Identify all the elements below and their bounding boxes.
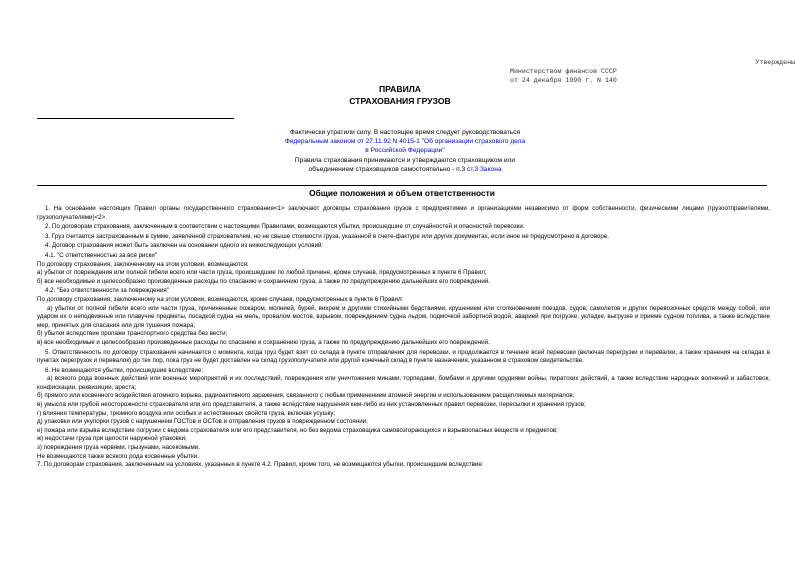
- paragraph: в) умысла или грубой неосторожности страхователя или его представителя, а также вследствие нарушения кем-либо из них установленных правил перевозки, пересылки и хранения грузов;: [37, 401, 586, 409]
- approval-stamp: [510, 58, 795, 85]
- paragraph: 4. Договор страхования может быть заключен на основании одного из нижеследующих условий:: [45, 242, 324, 250]
- paragraph: ж) недостачи груза при целости наружной упаковки;: [37, 435, 187, 443]
- paragraph: в) все необходимые и целесообразно произведенные расходы по спасанию и сохранению груза, а также по предупреждению дальнейших его повреждений.: [37, 338, 490, 346]
- approval-line-2: Министерством финансов СССР: [510, 68, 617, 75]
- law-link[interactable]: Федеральным законом от 27.11.92 N 4015-1 "Об организации страхового дела: [284, 138, 526, 146]
- law-link-continued[interactable]: в Российской Федерации": [365, 147, 445, 155]
- paragraph: 2. По договорам страхования, заключенным в соответствии с настоящими Правилами, возмещаются убытки, происшедшие от случайностей и опасностей перевозки.: [45, 223, 525, 231]
- title-divider: [37, 118, 234, 119]
- section-heading: Общие положения и объем ответственности: [309, 188, 495, 198]
- note-line-1: Фактически утратили силу. В настоящее время следует руководствоваться: [289, 129, 521, 136]
- paragraph: а) убытки от полной гибели всего или части груза, причиненные пожаром, молнией, бурей, вихрем и другими стихийными бедствиями, крушением или столкновением поездов, судов, самолетов и других перевозочных средств между собой, или ударом их о неподвижные или плавучие предметы, посадкой судна на мель, провалом мостов, взрывом, повреждением судна льдом, подмочкой забортной водой, аварией при погрузке, укладке, выгрузке и приеме судном топлива, а также вследствие мер, принятых для спасания или для тушения пожара;: [37, 304, 770, 329]
- section-divider: [37, 185, 767, 186]
- approval-line-1: Утверждены: [755, 59, 795, 66]
- paragraph: 7. По договорам страхования, заключенным на условиях, указанных в пункте 4.2. Правил, кроме того, не возмещаются убытки, происшедшие вследствие:: [37, 461, 484, 469]
- paragraph: б) все необходимые и целесообразно произведенные расходы по спасанию и сохранению груза, а также по предупреждению дальнейших его повреждений.: [37, 277, 491, 285]
- note-line-5-text: объединением страховщиков самостоятельно - п.3: [308, 165, 468, 173]
- document-title: ПРАВИЛА: [379, 84, 421, 94]
- approval-line-3: от 24 декабря 1990 г. N 140: [510, 77, 617, 84]
- note-line-5: [220, 165, 590, 174]
- paragraph: По договору страхования, заключенному на этом условии, возмещаются:: [37, 260, 249, 268]
- document-subtitle: СТРАХОВАНИЯ ГРУЗОВ: [349, 96, 451, 106]
- note-line-4: Правила страхования принимаются и утверждаются страховщиком или: [294, 156, 516, 164]
- paragraph: а) убытки от повреждения или полной гибели всего или части груза, происшедшие по любой причине, кроме случаев, предусмотренных в пункте 6 Правил;: [37, 269, 487, 277]
- paragraph: з) повреждения груза червями, грызунами, насекомыми.: [37, 444, 200, 452]
- paragraph: б) прямого или косвенного воздействия атомного взрыва, радиоактивного заражения, связанного с любым применением атомной энергии и использованием расщепляемых материалов;: [37, 392, 575, 400]
- paragraph: д) упаковки или укупорки грузов с нарушением ГОСТов и ОСТов и отправления грузов в поврежденном состоянии;: [37, 418, 368, 426]
- paragraph: 5. Ответственность по договору страхования начинается с момента, когда груз будет взят со склада в пункте отправления для перевозки, и продолжается в течение всей перевозки (включая перегрузки и перевалки, а также хранения на складах в пунктах перегрузок и перевалок) до тех пор, пока груз не будет доставлен на склад грузополучателя или другой конечный склад в пункте назначения, указанном в страховом свидетельстве.: [37, 348, 770, 365]
- paragraph: 3. Груз считается застрахованным в сумме, заявленной страхователем, но не свыше стоимости груза, указанной в счете-фактуре или других документах, если иное не предусмотрено в договоре.: [45, 232, 609, 240]
- paragraph: Не возмещаются также всякого рода косвенные убытки.: [37, 452, 199, 460]
- paragraph: а) всякого рода военных действий или военных мероприятий и их последствий, повреждения или уничтожения минами, торпедами, бомбами и другими орудиями войны, пиратских действий, а также вследствие народных волнений и забастовок, конфискации, реквизиции, ареста;: [37, 375, 770, 391]
- paragraph: 4.1. "С ответственностью за все риски": [45, 251, 157, 259]
- paragraph: г) влияния температуры, трюмного воздуха или особых и естественных свойств груза, включая усушку;: [37, 409, 336, 417]
- paragraph: 6. Не возмещаются убытки, происшедшие вследствие:: [45, 366, 204, 374]
- paragraph: 1. На основании настоящих Правил органы государственного страхования<1> заключают договоры страхования грузов с предприятиями и организациями независимо от форм собственности, физическими лицами (грузоотправителями, грузополучателями)<2>.: [37, 205, 770, 221]
- paragraph: По договору страхования, заключенному на этом условии, возмещаются, кроме случаев, предусмотренных в пункте 6 Правил:: [37, 295, 404, 303]
- article-link[interactable]: ст.3 Закона: [467, 165, 502, 173]
- paragraph: 4.2. "Без ответственности за повреждения": [45, 287, 169, 295]
- editorial-note: [220, 128, 590, 174]
- paragraph: е) пожара или взрыва вследствие погрузки с ведома страхователя или его представителя, но без ведома страховщика самовозгорающихся и взрывоопасных веществ и предметов;: [37, 426, 558, 434]
- paragraph: б) убытки вследствие пропажи транспортного средства без вести;: [37, 330, 228, 338]
- document-body: [37, 205, 770, 471]
